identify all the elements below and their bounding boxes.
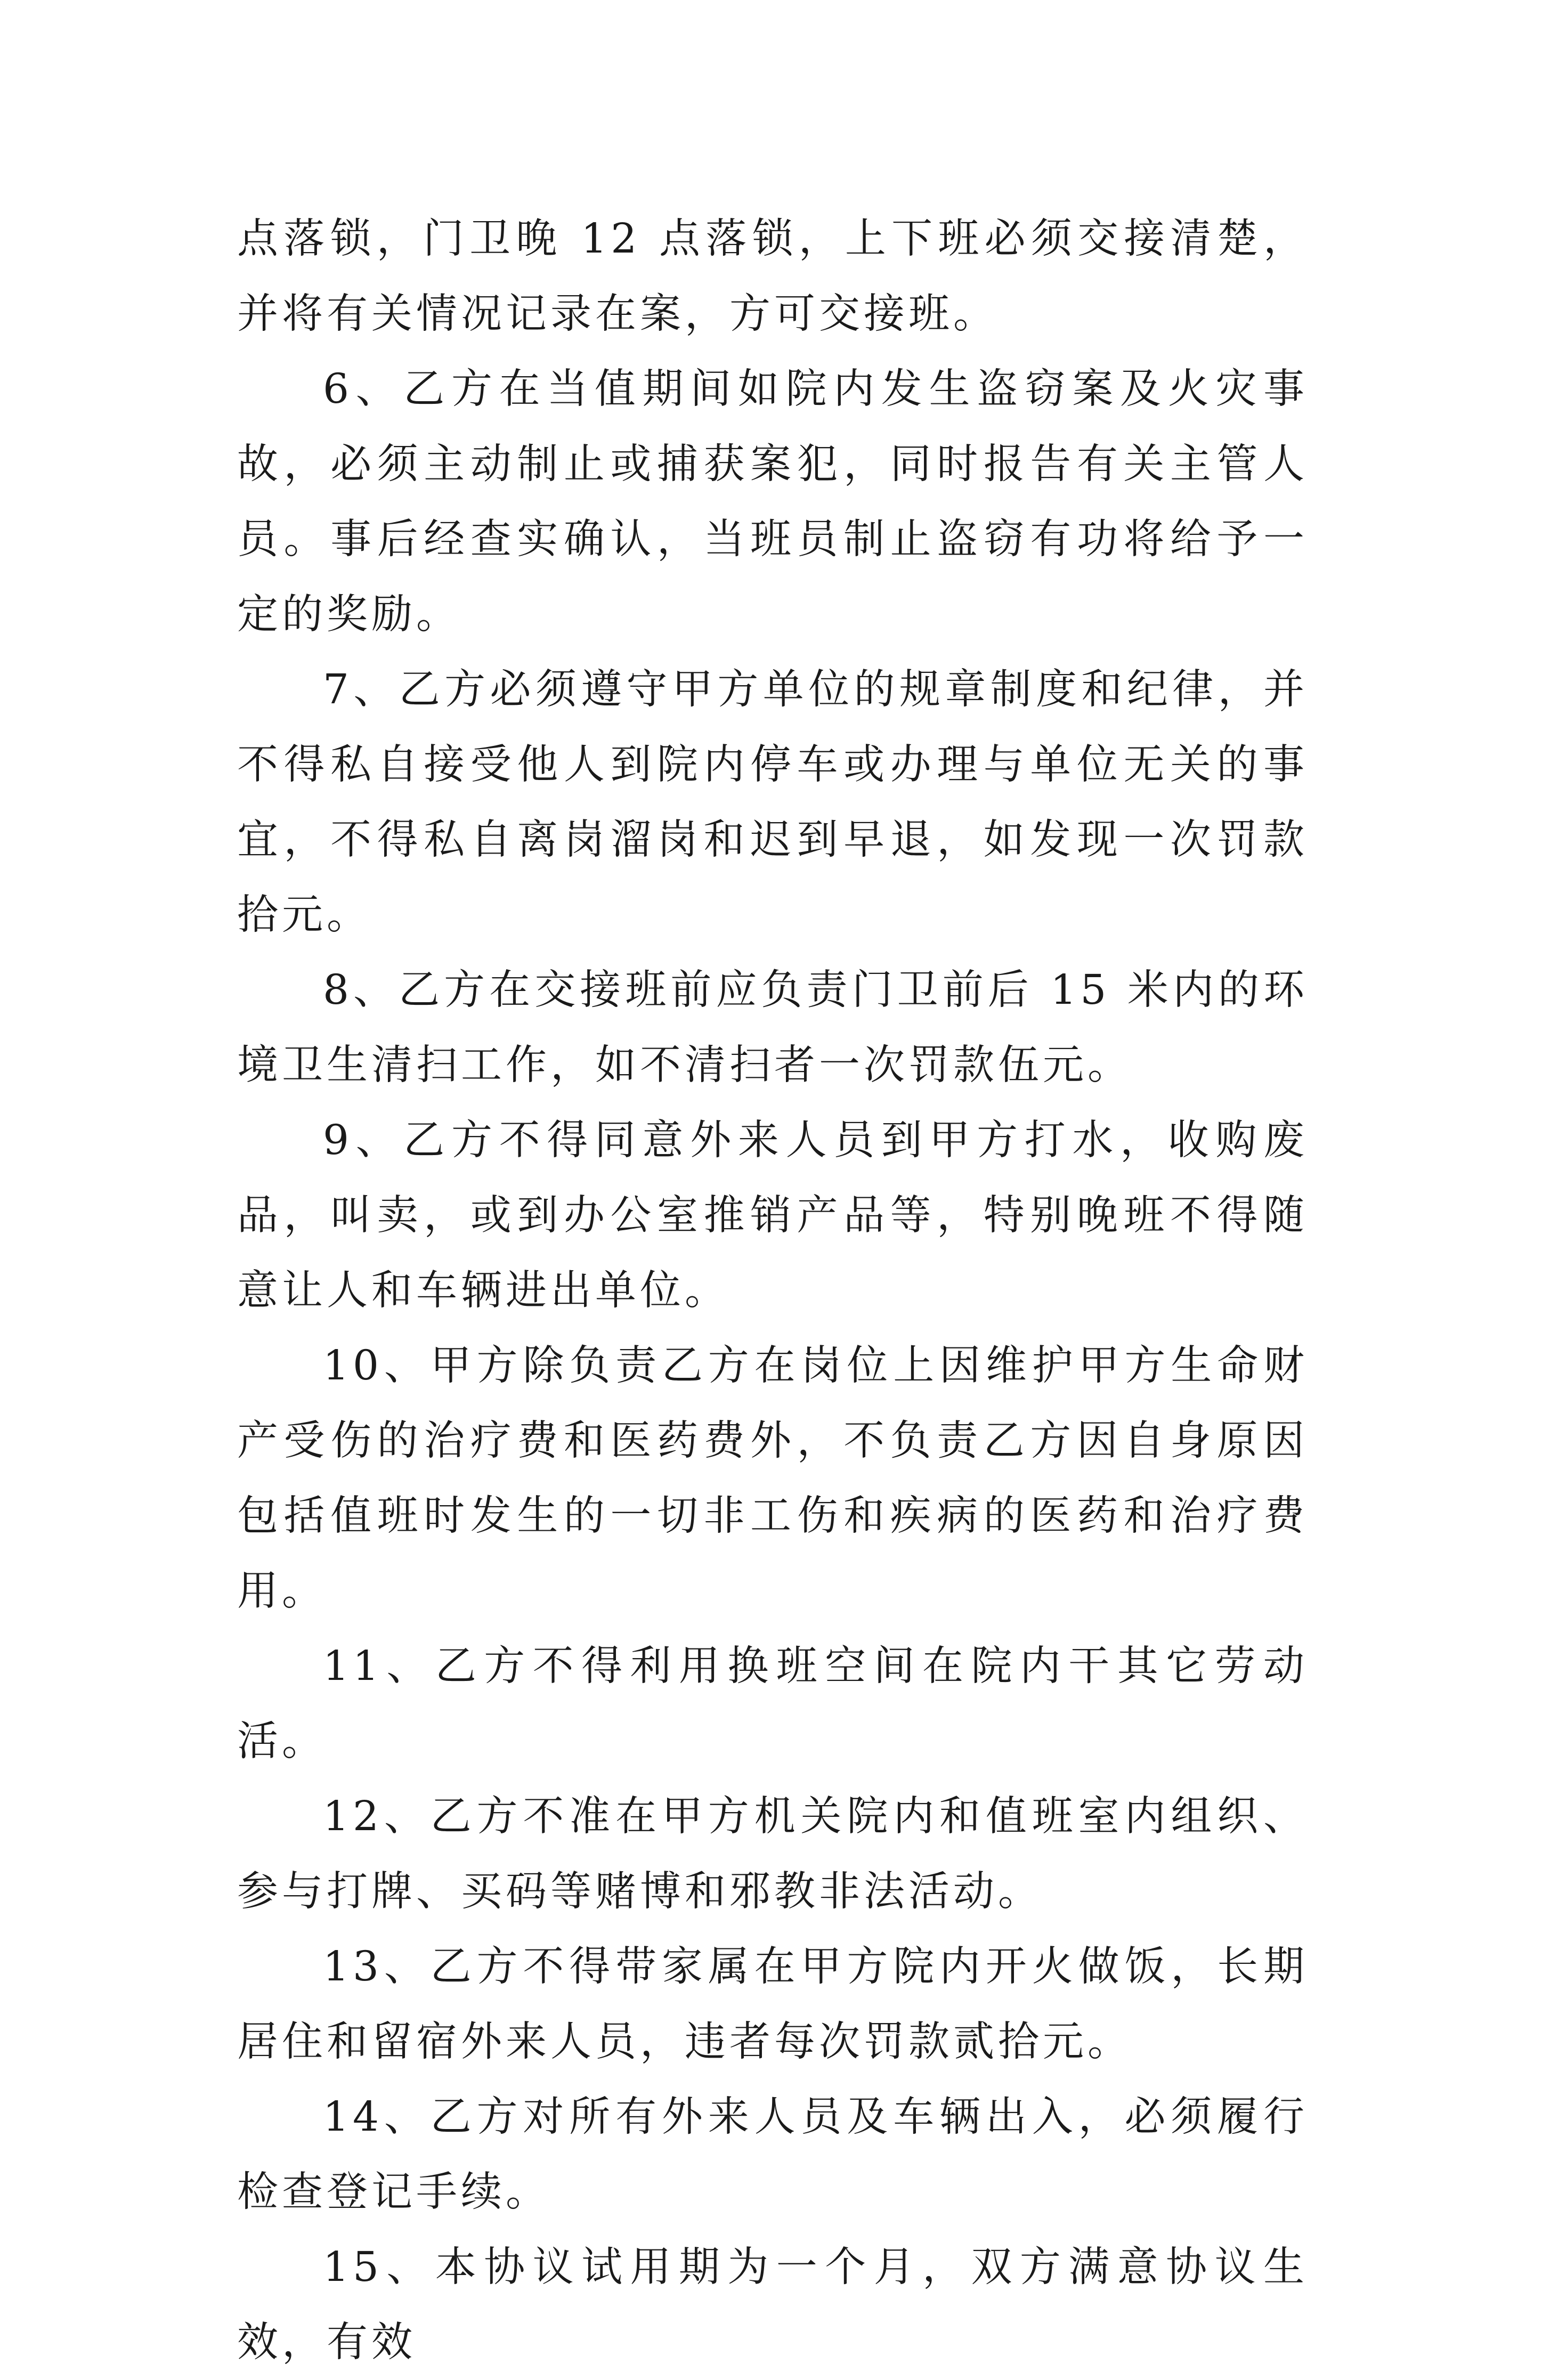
paragraph-clause-7: 7、乙方必须遵守甲方单位的规章制度和纪律，并不得私自接受他人到院内停车或办理与单位无关的事宜，不得私自离岗溜岗和迟到早退，如发现一次罚款拾元。 bbox=[237, 666, 1308, 939]
document-body bbox=[237, 201, 1308, 2380]
paragraph-clause-14: 14、乙方对所有外来人员及车辆出入，必须履行检查登记手续。 bbox=[237, 2093, 1308, 2216]
paragraph-clause-15: 15、本协议试用期为一个月，双方满意协议生效，有效 bbox=[237, 2244, 1308, 2366]
paragraph-clause-11: 11、乙方不得利用换班空间在院内干其它劳动活。 bbox=[237, 1643, 1308, 1765]
paragraph-continuation: 点落锁，门卫晚 12 点落锁，上下班必须交接清楚，并将有关情况记录在案，方可交接班。 bbox=[237, 215, 1308, 338]
paragraph-clause-10: 10、甲方除负责乙方在岗位上因维护甲方生命财产受伤的治疗费和医药费外，不负责乙方因自身原因包括值班时发生的一切非工伤和疾病的医药和治疗费用。 bbox=[237, 1342, 1308, 1615]
paragraph-clause-6: 6、乙方在当值期间如院内发生盗窃案及火灾事故，必须主动制止或捕获案犯，同时报告有关主管人员。事后经查实确认，当班员制止盗窃有功将给予一定的奖励。 bbox=[237, 365, 1308, 638]
paragraph-clause-13: 13、乙方不得带家属在甲方院内开火做饭，长期居住和留宿外来人员，违者每次罚款贰拾元。 bbox=[237, 1943, 1308, 2066]
paragraph-clause-12: 12、乙方不准在甲方机关院内和值班室内组织、参与打牌、买码等赌博和邪教非法活动。 bbox=[237, 1793, 1308, 1915]
paragraph-clause-8: 8、乙方在交接班前应负责门卫前后 15 米内的环境卫生清扫工作，如不清扫者一次罚款伍元。 bbox=[237, 966, 1308, 1089]
paragraph-clause-9: 9、乙方不得同意外来人员到甲方打水，收购废品，叫卖，或到办公室推销产品等，特别晚班不得随意让人和车辆进出单位。 bbox=[237, 1117, 1308, 1314]
